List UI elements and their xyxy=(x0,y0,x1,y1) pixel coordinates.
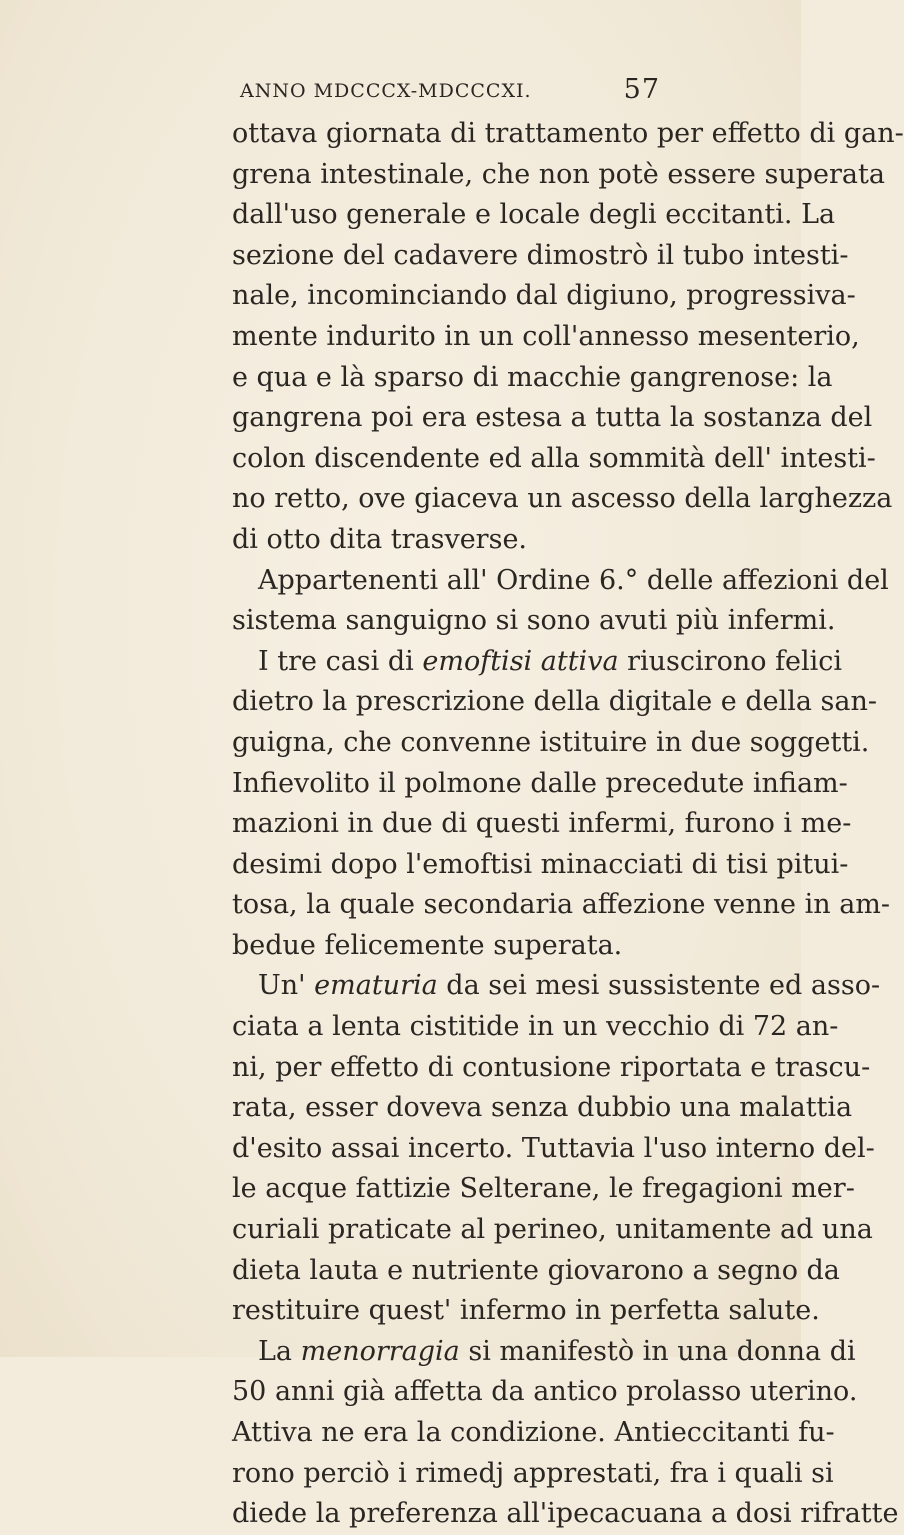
text-line: le acque fattizie Selterane, le fregagioni mer- xyxy=(232,1173,855,1205)
text-line: rata, esser doveva senza dubbio una malattia xyxy=(232,1092,853,1124)
italic-term: emoftisi attiva xyxy=(422,645,619,677)
italic-term: menorragia xyxy=(300,1335,460,1367)
text-line xyxy=(232,966,881,1007)
body-text xyxy=(232,114,904,1535)
text-line: ni, per effetto di contusione riportata e trascu- xyxy=(232,1051,871,1083)
text-line: sistema sanguigno si sono avuti più infermi. xyxy=(232,605,836,637)
running-head: ANNO MDCCCX-MDCCCXI. xyxy=(240,80,532,102)
text-line: d'esito assai incerto. Tuttavia l'uso interno del- xyxy=(232,1132,875,1164)
text-line: tosa, la quale secondaria affezione venne in am- xyxy=(232,889,891,921)
text-line: guigna, che convenne istituire in due soggetti. xyxy=(232,726,870,758)
page-number: 57 xyxy=(623,74,660,105)
text-line: Attiva ne era la condizione. Antieccitanti fu- xyxy=(232,1417,835,1448)
text-line: 50 anni già affetta da antico prolasso uterino. xyxy=(232,1376,858,1408)
text-segment: I tre casi di xyxy=(258,645,423,677)
text-line: gangrena poi era estesa a tutta la sostanza del xyxy=(232,402,873,434)
text-line: restituire quest' infermo in perfetta salute. xyxy=(232,1295,820,1327)
text-segment: La xyxy=(258,1335,301,1367)
text-line: no retto, ove giaceva un ascesso della larghezza xyxy=(232,483,893,515)
text-line: ciata a lenta cistitide in un vecchio di 72 an- xyxy=(232,1011,839,1043)
text-line: nale, incominciando dal digiuno, progressiva- xyxy=(232,280,856,312)
text-line: dietro la prescrizione della digitale e della san- xyxy=(232,686,877,718)
text-segment: riuscirono felici xyxy=(618,645,843,677)
text-line: diede la preferenza all'ipecacuana a dosi rifratte xyxy=(232,1498,899,1530)
text-line: di otto dita trasverse. xyxy=(232,523,528,555)
text-segment: da sei mesi sussistente ed asso- xyxy=(437,970,881,1002)
text-line: colon discendente ed alla sommità dell' intesti- xyxy=(232,442,876,474)
text-line xyxy=(232,1332,856,1373)
text-segment: Un' xyxy=(258,970,315,1002)
italic-term: ematuria xyxy=(314,970,438,1002)
text-line: sezione del cadavere dimostrò il tubo intesti- xyxy=(232,239,849,271)
text-line: bedue felicemente superata. xyxy=(232,929,623,961)
text-line: curiali praticate al perineo, unitamente ad una xyxy=(232,1214,873,1246)
text-line: mazioni in due di questi infermi, furono i me- xyxy=(232,808,852,840)
text-line: Infievolito il polmone dalle precedute infiam- xyxy=(232,767,848,799)
text-segment: si manifestò in una donna di xyxy=(459,1335,856,1367)
text-line: ottava giornata di trattamento per effetto di gan- xyxy=(232,118,904,149)
text-line: mente indurito in un coll'annesso mesenterio, xyxy=(232,320,860,352)
text-line: desimi dopo l'emoftisi minacciati di tisi pitui- xyxy=(232,848,849,880)
text-line: rono perciò i rimedj apprestati, fra i quali si xyxy=(232,1457,834,1489)
text-line: grena intestinale, che non potè essere superata xyxy=(232,158,885,190)
text-line xyxy=(232,642,843,683)
page-header xyxy=(240,74,660,110)
text-line: dieta lauta e nutriente giovarono a segno da xyxy=(232,1254,840,1286)
text-line: dall'uso generale e locale degli eccitanti. La xyxy=(232,199,836,231)
text-line: Appartenenti all' Ordine 6.° delle affezioni del xyxy=(258,564,889,596)
text-line: e qua e là sparso di macchie gangrenose: la xyxy=(232,361,833,393)
